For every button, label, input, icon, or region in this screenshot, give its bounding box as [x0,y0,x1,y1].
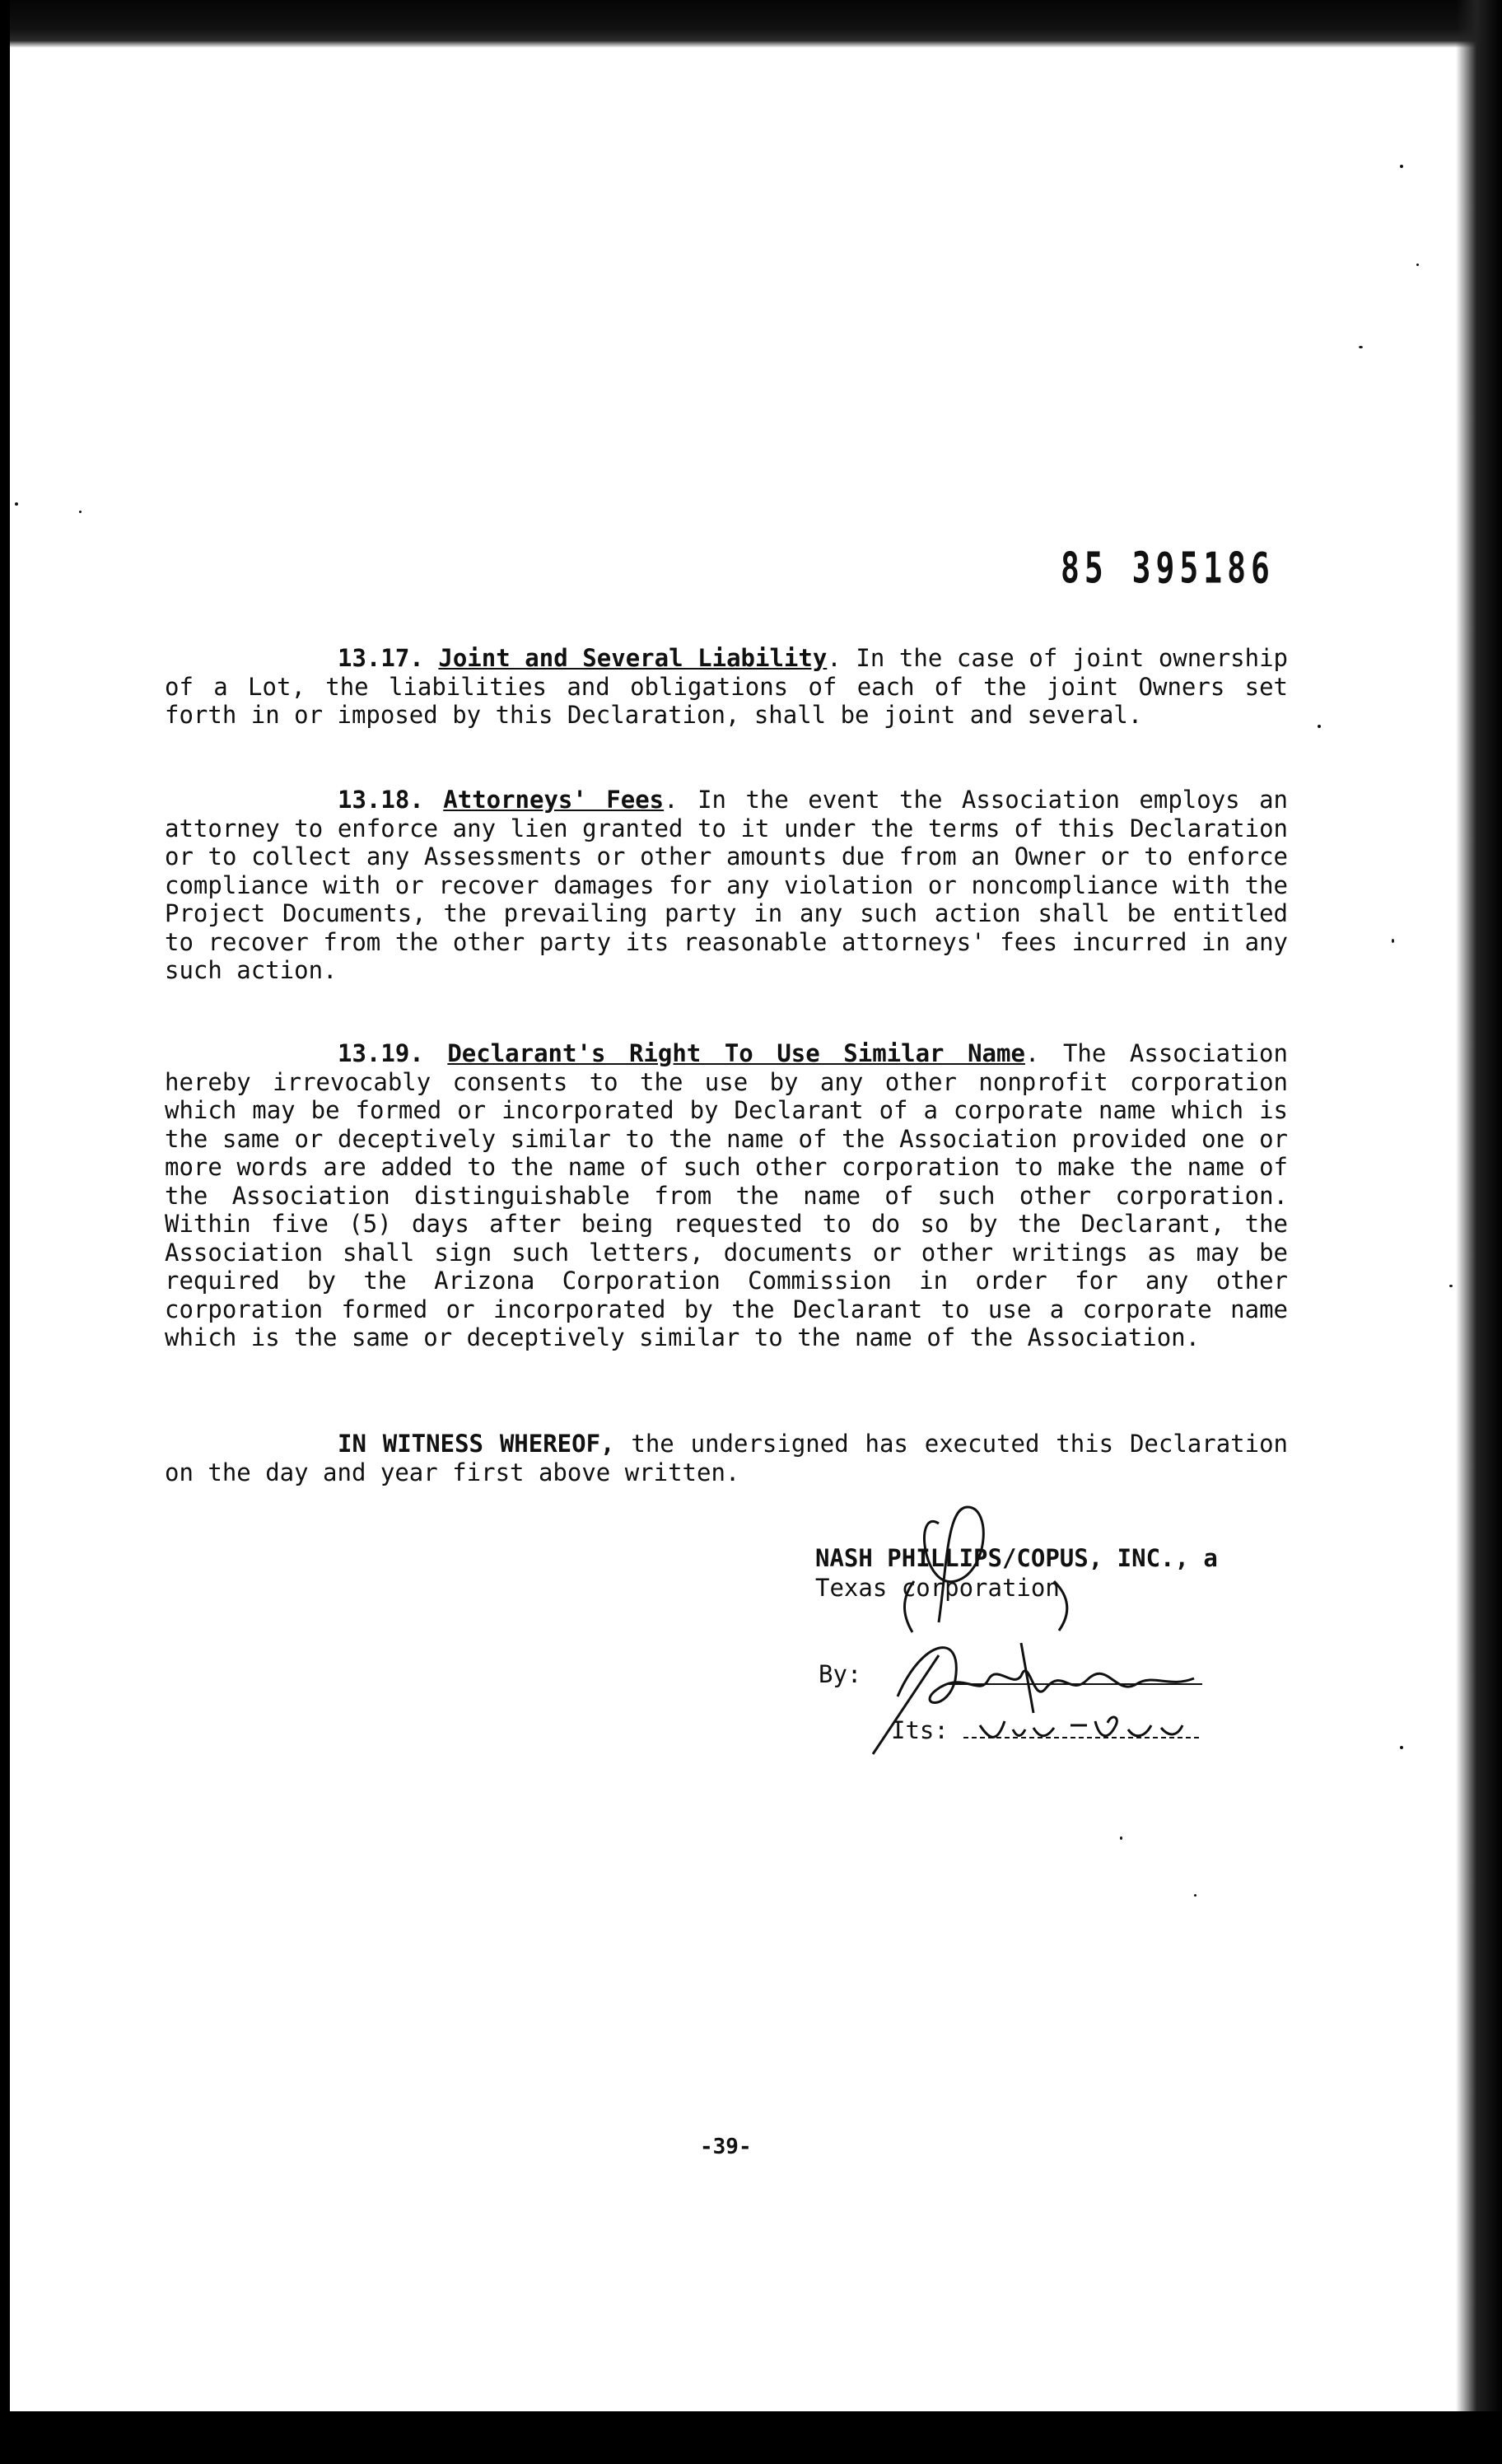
section-text: In the event the Association employs an attorney to enforce any lien granted to it under the terms of this Declaration or to collect any Assessments or other amounts due from an Owner or to enforce compliance with or recover damages for any violation or noncompliance with the Project Documents, the prevailing party in any such action shall be entitled to recover from the other party its reasonable attorneys' fees incurred in any such action. [165,786,1288,984]
scan-speck [15,502,18,506]
witness-text: the undersigned has executed this Declaration on the day and year first above written. [165,1430,1288,1486]
page-number: -39- [700,2135,752,2159]
scan-border-top [0,0,1502,48]
signatory-company-type: Texas corporation [815,1574,1060,1602]
recording-number: 85 395186 [1061,544,1275,593]
section-number: 13.17. [338,644,424,672]
handwritten-signature [823,1491,1285,1762]
scan-border-bottom [0,2411,1502,2464]
scan-speck [79,511,82,513]
witness-clause [165,1430,1288,1486]
signatory-company: NASH PHILLIPS/COPUS, INC., a [815,1544,1218,1572]
scan-speck [1400,165,1403,168]
scan-border-right [1456,0,1502,2464]
section-title: Joint and Several Liability [438,644,828,672]
scan-speck [1359,346,1363,348]
section-number: 13.19. [338,1039,424,1067]
section-number: 13.18. [338,786,424,814]
scan-border-left [0,0,10,2464]
scan-speck [1120,1836,1122,1840]
section-13-18: 13.18. Attorneys' Fees. In the event the Association employs an attorney to enforce any lien granted to it under the terms of this Declaration or to collect any Assessments or other amounts due from an Owner or to enforce compliance with or recover damages for any violation or noncompliance with the Project Documents, the prevailing party in any such action shall be entitled to recover from the other party its reasonable attorneys' fees incurred in any such action. [165,786,1288,984]
scan-speck [1449,1285,1453,1287]
its-label: Its: [891,1716,949,1744]
by-label: By: [819,1660,862,1688]
section-title: Attorneys' Fees [443,786,665,814]
section-13-17: 13.17. Joint and Several Liability. In the case of joint ownership of a Lot, the liabilities and obligations of each of the joint Owners set forth in or imposed by this Declaration, shall be joint and several. [165,644,1288,729]
scan-speck [1392,939,1394,943]
witness-keyword: IN WITNESS WHEREOF, [338,1430,615,1458]
scan-speck [1194,1894,1196,1897]
section-text: The Association hereby irrevocably consents to the use by any other nonprofit corporation which may be formed or incorporated by Declarant of a corporate name which is the same or deceptively similar to the name of the Association provided one or more words are added to the name of such other corporation to make the name of the Association distinguishable from the name of such other corporation. Within five (5) days after being requested to do so by the Declarant, the Association shall sign such letters, documents or other writings as may be required by the Arizona Corporation Commission in order for any other corporation formed or incorporated by the Declarant to use a corporate name which is the same or deceptively similar to the name of the Association. [165,1039,1288,1351]
section-title: Declarant's Right To Use Similar Name [447,1039,1025,1067]
scan-speck [1416,264,1419,266]
section-text: In the case of joint ownership of a Lot, the liabilities and obligations of each of the joint Owners set forth in or imposed by this Declaration, shall be joint and several. [165,644,1288,729]
scan-speck [1400,1746,1403,1749]
scan-speck [1318,725,1321,728]
section-13-19: 13.19. Declarant's Right To Use Similar Name. The Association hereby irrevocably consents to the use by any other nonprofit corporation which may be formed or incorporated by Declarant of a corporate name which is the same or deceptively similar to the name of the Association provided one or more words are added to the name of such other corporation to make the name of the Association distinguishable from the name of such other corporation. Within five (5) days after being requested to do so by the Declarant, the Association shall sign such letters, documents or other writings as may be required by the Arizona Corporation Commission in order for any other corporation formed or incorporated by the Declarant to use a corporate name which is the same or deceptively similar to the name of the Association. [165,1039,1288,1351]
